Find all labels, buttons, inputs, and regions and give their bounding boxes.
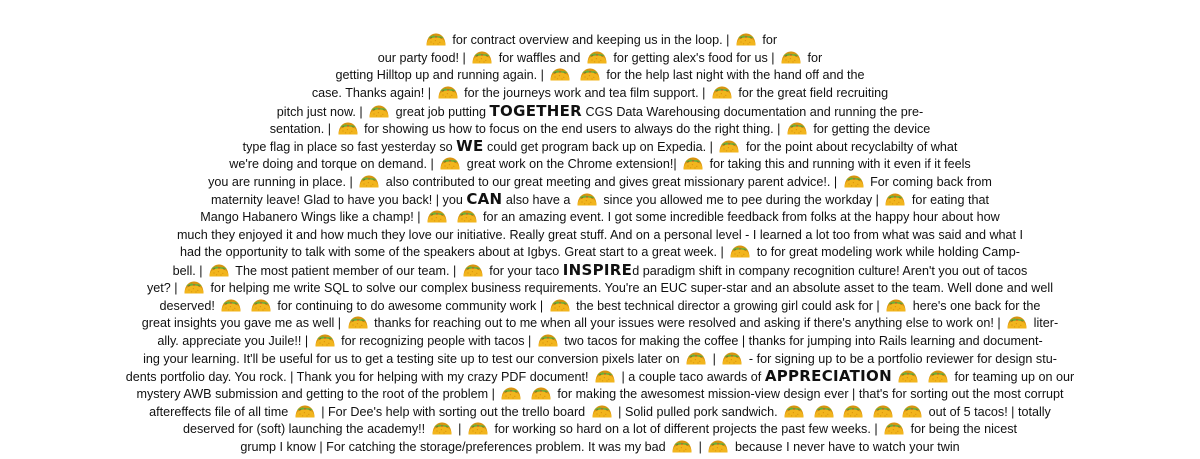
line-text: two tacos for making the coffee | thanks for jumping into Rails learning and document-	[560, 333, 1043, 348]
text-line	[0, 85, 1200, 102]
taco-icon	[431, 421, 453, 436]
text-line	[0, 209, 1200, 226]
text-line	[0, 280, 1200, 297]
line-text	[896, 405, 900, 419]
text-line	[0, 368, 1200, 385]
taco-icon	[208, 263, 230, 278]
line-text: for making the awesomest mission-view design ever | that's for sorting out the most corrupt	[553, 387, 1064, 401]
line-text: great work on the Chrome extension!|	[463, 156, 681, 171]
line-text: ing your learning. It'll be useful for us to get a testing site up to test our conversion pixels later on	[143, 351, 684, 366]
taco-icon	[586, 50, 608, 65]
line-text: maternity leave! Glad to have you back! | you	[211, 193, 467, 208]
text-line	[0, 315, 1200, 332]
text-line	[0, 351, 1200, 368]
line-text: here's one back for the	[909, 298, 1041, 313]
text-line	[0, 298, 1200, 315]
line-text: for an amazing event. I got some incredible feedback from folks at the happy hour about how	[479, 210, 1000, 224]
taco-icon	[883, 421, 905, 436]
line-text: Mango Habanero Wings like a champ! |	[200, 210, 425, 224]
line-text: liter-	[1030, 316, 1059, 331]
line-text: getting Hilltop up and running again. |	[335, 68, 548, 83]
line-text: for helping me write SQL to solve our complex business requirements. You're an EUC super-star and an absolute asset to the team. Well done and well	[207, 280, 1054, 295]
taco-icon	[347, 315, 369, 330]
line-text: deserved!	[159, 298, 219, 313]
line-text: for the point about recyclabilty of what	[742, 140, 958, 155]
taco-icon	[439, 156, 461, 171]
line-text	[244, 299, 248, 313]
taco-icon	[729, 244, 751, 259]
line-text: for being the nicest	[907, 422, 1018, 437]
line-text	[807, 405, 811, 419]
taco-icon	[579, 67, 601, 82]
line-text: dents portfolio day. You rock. | Thank you for helping with my crazy PDF document!	[125, 370, 593, 385]
taco-icon	[549, 67, 571, 82]
taco-icon	[594, 369, 616, 384]
line-text: for contract overview and keeping us in the loop. |	[448, 33, 733, 47]
line-text: for continuing to do awesome community work |	[273, 298, 547, 313]
line-text: For coming back from	[866, 174, 992, 189]
text-line	[0, 32, 1200, 49]
line-text: case. Thanks again! |	[311, 86, 435, 101]
line-text: | Solid pulled pork sandwich.	[614, 404, 782, 419]
taco-icon	[786, 121, 808, 136]
text-line	[0, 386, 1200, 403]
line-text: bell. |	[172, 264, 207, 279]
taco-icon	[437, 85, 459, 100]
taco-icon	[576, 192, 598, 207]
taco-icon	[294, 404, 316, 419]
taco-icon	[842, 404, 864, 419]
taco-icon	[707, 439, 729, 454]
line-text: to for great modeling work while holding Camp-	[753, 245, 1020, 260]
line-text	[450, 210, 454, 224]
line-text: - for signing up to be a portfolio reviewer for design stu-	[745, 351, 1057, 366]
line-text: sentation. |	[269, 121, 335, 136]
taco-icon	[927, 369, 949, 384]
taco-icon	[220, 298, 242, 313]
text-line	[0, 439, 1200, 456]
text-line	[0, 50, 1200, 67]
taco-icon	[735, 32, 757, 47]
text-line	[0, 404, 1200, 421]
text-line	[0, 191, 1200, 208]
line-text: aftereffects file of all time	[149, 404, 292, 419]
text-line	[0, 138, 1200, 155]
taco-icon	[780, 50, 802, 65]
line-text: for getting alex's food for us |	[609, 50, 779, 65]
line-text: for recognizing people with tacos |	[337, 333, 535, 348]
line-text: much they enjoyed it and how much they love our initiative. Really great stuff. And on a personal level - I learned a lot too from what was said and what I	[176, 227, 1024, 242]
text-line	[0, 174, 1200, 191]
taco-icon	[682, 156, 704, 171]
taco-icon	[530, 386, 552, 401]
line-text: for	[758, 33, 778, 47]
line-text: grump I know | For catching the storage/preferences problem. It was my bad	[240, 440, 670, 455]
taco-icon	[718, 139, 740, 154]
taco-icon	[711, 85, 733, 100]
line-text: could get program back up on Expedia. |	[483, 140, 717, 155]
text-line	[0, 262, 1200, 279]
text-line	[0, 421, 1200, 438]
taco-icon	[897, 369, 919, 384]
taco-icon	[250, 298, 272, 313]
line-text: great job putting	[392, 104, 490, 119]
taco-icon	[314, 333, 336, 348]
line-text: for showing us how to focus on the end users to always do the right thing. |	[360, 121, 784, 136]
line-text: mystery AWB submission and getting to the root of the problem |	[136, 387, 499, 401]
text-line	[0, 244, 1200, 261]
line-text	[573, 68, 577, 82]
line-text: | a couple taco awards of	[618, 370, 765, 385]
line-text: |	[695, 440, 706, 455]
taco-icon	[368, 104, 390, 119]
line-text: also have a	[502, 193, 574, 208]
taco-icon	[884, 192, 906, 207]
taco-icon	[467, 421, 489, 436]
taco-icon	[183, 280, 205, 295]
taco-icon	[901, 404, 923, 419]
taco-icon	[471, 50, 493, 65]
line-text: our party food! |	[377, 50, 470, 65]
line-text: yet? |	[146, 280, 182, 295]
text-line	[0, 67, 1200, 84]
emphasis-word: INSPIRE	[562, 261, 633, 280]
taco-icon	[462, 263, 484, 278]
line-text: for eating that	[908, 193, 989, 208]
taco-icon	[872, 404, 894, 419]
taco-icon	[337, 121, 359, 136]
line-text: The most patient member of our team. |	[232, 264, 460, 279]
line-text: | For Dee's help with sorting out the trello board	[317, 404, 589, 419]
taco-icon	[500, 386, 522, 401]
emphasis-word: CAN	[466, 190, 503, 209]
taco-icon	[685, 351, 707, 366]
line-text: for your taco	[485, 264, 563, 279]
taco-icon	[426, 209, 448, 224]
line-text	[892, 370, 896, 384]
line-text: for the help last night with the hand off and the	[602, 68, 865, 83]
taco-icon	[537, 333, 559, 348]
taco-icon	[783, 404, 805, 419]
taco-icon	[813, 404, 835, 419]
taco-icon	[1006, 315, 1028, 330]
line-text: great insights you gave me as well |	[141, 316, 345, 331]
line-text	[837, 405, 841, 419]
taco-icon	[591, 404, 613, 419]
line-text: ally. appreciate you Juile!! |	[157, 333, 312, 348]
line-text: deserved for (soft) launching the academy!!	[182, 422, 429, 437]
line-text: since you allowed me to pee during the workday |	[599, 193, 883, 208]
line-text	[921, 370, 925, 384]
taco-icon	[721, 351, 743, 366]
line-text: for the great field recruiting	[734, 86, 889, 101]
line-text: for getting the device	[809, 121, 931, 136]
line-text: |	[454, 422, 465, 437]
line-text: for taking this and running with it even if it feels	[706, 156, 971, 171]
line-text: for waffles and	[495, 50, 584, 65]
line-text: for	[804, 50, 823, 65]
line-text: for the journeys work and tea film support. |	[460, 86, 709, 101]
line-text: type flag in place so fast yesterday so	[242, 140, 457, 155]
line-text: CGS Data Warehousing documentation and running the pre-	[582, 104, 924, 119]
text-line	[0, 121, 1200, 138]
taco-icon	[358, 174, 380, 189]
line-text: for teaming up on our	[950, 370, 1075, 385]
taco-icon	[425, 32, 447, 47]
line-text: thanks for reaching out to me when all your issues were resolved and asking if there's anything else to work on! |	[370, 316, 1005, 331]
emphasis-word: APPRECIATION	[764, 367, 892, 386]
line-text	[866, 405, 870, 419]
line-text: because I never have to watch your twin	[731, 440, 960, 455]
line-text: d paradigm shift in company recognition culture! Aren't you out of tacos	[632, 264, 1028, 279]
text-line	[0, 103, 1200, 120]
taco-icon	[671, 439, 693, 454]
emphasis-word: WE	[456, 137, 484, 156]
line-text: you are running in place. |	[208, 174, 357, 189]
text-line	[0, 156, 1200, 173]
text-line	[0, 333, 1200, 350]
text-line	[0, 227, 1200, 244]
emphasis-word: TOGETHER	[489, 101, 583, 120]
line-text: out of 5 tacos! | totally	[925, 404, 1051, 419]
line-text: also contributed to our great meeting and gives great missionary parent advice!. |	[382, 174, 841, 189]
line-text	[524, 387, 528, 401]
taco-icon	[843, 174, 865, 189]
line-text: we're doing and torque on demand. |	[229, 156, 438, 171]
line-text: |	[709, 351, 720, 366]
line-text: for working so hard on a lot of different projects the past few weeks. |	[490, 422, 882, 437]
taco-icon	[456, 209, 478, 224]
taco-icon	[549, 298, 571, 313]
line-text: the best technical director a growing girl could ask for |	[572, 298, 884, 313]
taco-icon	[885, 298, 907, 313]
line-text: pitch just now. |	[276, 104, 367, 119]
line-text: had the opportunity to talk with some of the speakers about at Igbys. Great start to a great week. |	[180, 245, 728, 260]
